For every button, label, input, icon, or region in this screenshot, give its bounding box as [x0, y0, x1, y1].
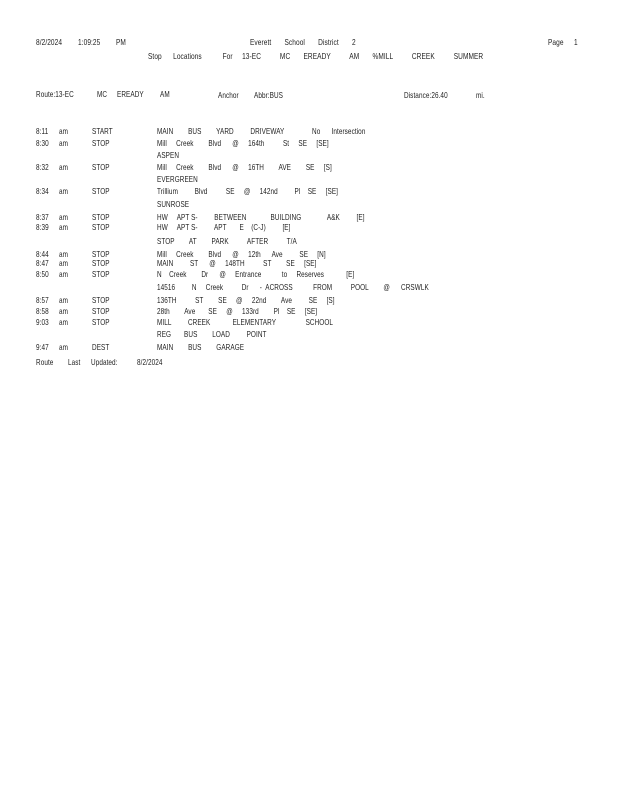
stop-location: Mill Creek Blvd @ 12th Ave SE [N]	[157, 250, 326, 259]
stop-type: STOP	[92, 318, 110, 327]
stop-ampm: am	[59, 307, 69, 316]
stop-time: 8:50	[36, 270, 49, 279]
footer-updated-date: 8/2/2024	[137, 358, 163, 367]
footer-updated-label: Updated:	[91, 358, 118, 367]
report-subtitle: Stop Locations For 13-EC MC EREADY AM %MILL CREEK SUMMER	[148, 51, 484, 61]
stop-time: 8:57	[36, 296, 49, 305]
stop-time: 9:03	[36, 318, 49, 327]
stop-ampm: am	[59, 270, 69, 279]
stop-ampm: am	[59, 187, 69, 196]
page-number: 1	[574, 37, 578, 47]
report-title: Everett School District 2	[250, 37, 356, 47]
stop-ampm: am	[59, 163, 69, 172]
stop-location: N Creek Dr @ Entrance to Reserves [E]	[157, 270, 355, 279]
stop-note: SUNROSE	[157, 200, 190, 209]
footer-route-label: Route	[36, 358, 54, 367]
stop-location: MAIN BUS GARAGE	[157, 343, 245, 352]
stop-ampm: am	[59, 318, 69, 327]
stop-location: Mill Creek Blvd @ 16TH AVE SE [S]	[157, 163, 332, 172]
stop-time: 8:32	[36, 163, 49, 172]
stop-location: 28th Ave SE @ 133rd Pl SE [SE]	[157, 307, 318, 316]
stop-note: STOP AT PARK AFTER T/A	[157, 237, 297, 246]
stop-location: HW APT S- BETWEEN BUILDING A&K [E]	[157, 213, 365, 222]
stop-type: STOP	[92, 270, 110, 279]
route-label: Route:13-EC	[36, 90, 74, 99]
stop-location: 136TH ST SE @ 22nd Ave SE [S]	[157, 296, 335, 305]
route-anchor: Anchor	[218, 91, 239, 100]
stop-ampm: am	[59, 296, 69, 305]
stop-time: 8:58	[36, 307, 49, 316]
stop-location: MILL CREEK ELEMENTARY SCHOOL	[157, 318, 334, 327]
stop-type: STOP	[92, 163, 110, 172]
stop-ampm: am	[59, 259, 69, 268]
route-mc: MC	[97, 90, 108, 99]
stop-type: STOP	[92, 296, 110, 305]
stop-ampm: am	[59, 139, 69, 148]
stop-location: Trillium Blvd SE @ 142nd Pl SE [SE]	[157, 187, 339, 196]
stop-type: STOP	[92, 250, 110, 259]
report-ampm: PM	[116, 37, 126, 47]
stop-time: 8:11	[36, 127, 49, 136]
stop-note: ASPEN	[157, 151, 180, 160]
stop-time: 8:30	[36, 139, 49, 148]
stop-location: MAIN ST @ 148TH ST SE [SE]	[157, 259, 317, 268]
stop-ampm: am	[59, 213, 69, 222]
stop-type: STOP	[92, 223, 110, 232]
page-label: Page	[548, 37, 564, 47]
stop-type: STOP	[92, 139, 110, 148]
stop-time: 8:39	[36, 223, 49, 232]
stop-location: MAIN BUS YARD DRIVEWAY No Intersection	[157, 127, 366, 136]
stop-note: EVERGREEN	[157, 175, 198, 184]
route-eready: EREADY	[117, 90, 144, 99]
stop-type: START	[92, 127, 113, 136]
stop-type: STOP	[92, 187, 110, 196]
report-time: 1:09:25	[78, 37, 101, 47]
stop-location: Mill Creek Blvd @ 164th St SE [SE]	[157, 139, 329, 148]
route-abbr: Abbr:BUS	[254, 91, 284, 100]
stop-ampm: am	[59, 250, 69, 259]
footer-last-label: Last	[68, 358, 81, 367]
stop-ampm: am	[59, 343, 69, 352]
stop-note: 14516 N Creek Dr - ACROSS FROM POOL @ CRSWLK	[157, 283, 429, 292]
stop-time: 8:47	[36, 259, 49, 268]
stop-time: 8:37	[36, 213, 49, 222]
stop-ampm: am	[59, 127, 69, 136]
report-date: 8/2/2024	[36, 37, 63, 47]
route-distance: Distance:26.40	[404, 91, 448, 100]
stop-location: HW APT S- APT E (C-J) [E]	[157, 223, 291, 232]
stop-time: 8:34	[36, 187, 49, 196]
stop-type: DEST	[92, 343, 110, 352]
stop-type: STOP	[92, 213, 110, 222]
route-distance-unit: mi.	[476, 91, 485, 100]
route-am: AM	[160, 90, 170, 99]
stop-ampm: am	[59, 223, 69, 232]
stop-time: 8:44	[36, 250, 49, 259]
stop-type: STOP	[92, 307, 110, 316]
stop-type: STOP	[92, 259, 110, 268]
stop-note: REG BUS LOAD POINT	[157, 330, 267, 339]
stop-time: 9:47	[36, 343, 49, 352]
